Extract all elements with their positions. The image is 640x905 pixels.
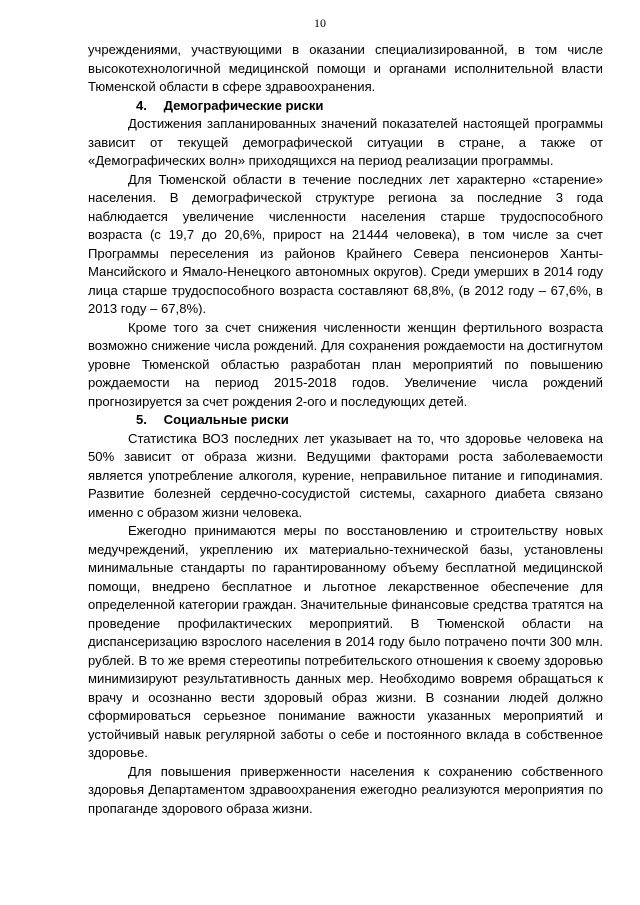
document-body <box>88 41 603 818</box>
paragraph: Статистика ВОЗ последних лет указывает на то, что здоровье человека на 50% зависит от образа жизни. Ведущими факторами роста заболеваемости является употребление алкоголя, курение, неправильное питание и гиподинамия. Развитие болезней сердечно-сосудистой системы, сахарного диабета связано именно с образом жизни человека. <box>88 430 603 520</box>
paragraph: Ежегодно принимаются меры по восстановлению и строительству новых медучреждений, укреплению их материально-технической базы, установлены минимальные стандарты по гарантированному объему бесплатной медицинской помощи, внедрено бесплатное и льготное лекарственное обеспечение для определенной категории граждан. Значительные финансовые средства тратятся на проведение профилактических мероприятий. В Тюменской области на диспансеризацию взрослого населения в 2014 году было потрачено почти 300 млн. рублей. В то же время стереотипы потребительского отношения к своему здоровью минимизируют результативность данных мер. Необходимо вовремя обращаться к врачу и осознанно вести здоровый образ жизни. В сознании людей должно сформироваться серьезное понимание важности указанных мероприятий и устойчивый навык регулярной заботы о себе и постоянного вклада в собственное здоровье. <box>88 523 603 760</box>
paragraph-continuation: учреждениями, участвующими в оказании специализированной, в том числе высокотехнологичной медицинской помощи и органами исполнительной власти Тюменской области в сфере здравоохранения. <box>88 42 603 94</box>
section-number: 4. <box>136 97 147 113</box>
page-number: 10 <box>314 16 326 30</box>
section-number: 5. <box>136 412 147 427</box>
paragraph: Для Тюменской области в течение последних лет характерно «старение» населения. В демографической структуре региона за последние 3 года наблюдается увеличение численности населения старше трудоспособного возраста (с 19,7 до 20,6%, прирост на 21444 человека), в том числе за счет Программы переселения из районов Крайнего Севера пенсионеров Ханты-Мансийского и Ямало-Ненецкого автономных округов). Среди умерших в 2014 году лица старше трудоспособного возраста составляют 68,8%, (в 2012 году – 67,6%, в 2013 году – 67,8%). <box>88 171 603 316</box>
section-title: Демографические риски <box>163 97 324 113</box>
paragraph: Достижения запланированных значений показателей настоящей программы зависит от текущей демографической ситуации в стране, а также от «Демографических волн» приходящихся на период реализации программы. <box>88 116 603 168</box>
section-heading-social-risks <box>88 411 603 430</box>
paragraph: Кроме того за счет снижения численности женщин фертильного возраста возможно снижение числа рождений. Для сохранения рождаемости на достигнутом уровне Тюменской областью разработан план мероприятий по повышению рождаемости на период 2015-2018 годов. Увеличение числа рождений прогнозируется за счет рождения 2-ого и последующих детей. <box>88 319 603 409</box>
paragraph: Для повышения приверженности населения к сохранению собственного здоровья Департаментом здравоохранения ежегодно реализуются мероприятия по пропаганде здорового образа жизни. <box>88 763 603 816</box>
section-title: Социальные риски <box>163 412 289 427</box>
section-heading-demographic-risks <box>88 97 603 116</box>
